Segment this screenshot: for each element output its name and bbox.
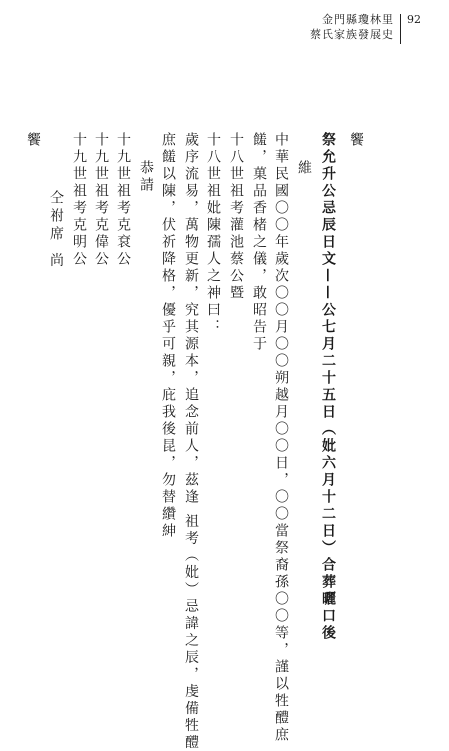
page-number: 92 — [407, 13, 421, 26]
text-offering-line: 饈，菓品香楮之儀，敢昭告于 — [251, 132, 267, 353]
book-title: 蔡氏家族發展史 — [310, 28, 394, 41]
prayer-title: 祭允升公忌辰日文——公七月二十五日（妣六月十二日）合葬曬口後 — [320, 132, 336, 642]
text-ancestress-line: 十八世祖妣陳孺人之神曰： — [205, 132, 221, 336]
text-shang: 仝祔席 尚 — [48, 190, 64, 271]
text-wei: 維 — [296, 160, 312, 177]
text-prayer-line-2: 庶饈以陳，伏祈降格，優乎可親，庇我後昆，勿替纘紳 — [160, 132, 176, 540]
text-gen19-a: 十九世祖考克袞公 — [115, 132, 131, 268]
text-gen19-b: 十九世祖考克偉公 — [93, 132, 109, 268]
text-prayer-line-1: 歲序流易，萬物更新，究其源本，追念前人，茲逢 祖考（妣）忌諱之辰，虔備牲醴 — [183, 132, 199, 751]
series-title: 金門縣瓊林里 — [322, 13, 394, 26]
text-date-line: 中華民國〇〇年歲次〇〇月〇〇朔越月〇〇日，〇〇當祭裔孫〇〇等，謹以牲醴庶 — [273, 132, 289, 744]
running-header — [310, 12, 421, 44]
text-gen19-c: 十九世祖考克明公 — [71, 132, 87, 268]
closing-xiang-bottom: 饗 — [25, 132, 41, 149]
header-titles — [310, 12, 394, 42]
text-gongqing: 恭請 — [138, 160, 154, 194]
text-ancestor-line: 十八世祖考灌池蔡公暨 — [228, 132, 244, 302]
closing-xiang-top: 饗 — [348, 132, 364, 149]
header-divider — [400, 14, 401, 44]
